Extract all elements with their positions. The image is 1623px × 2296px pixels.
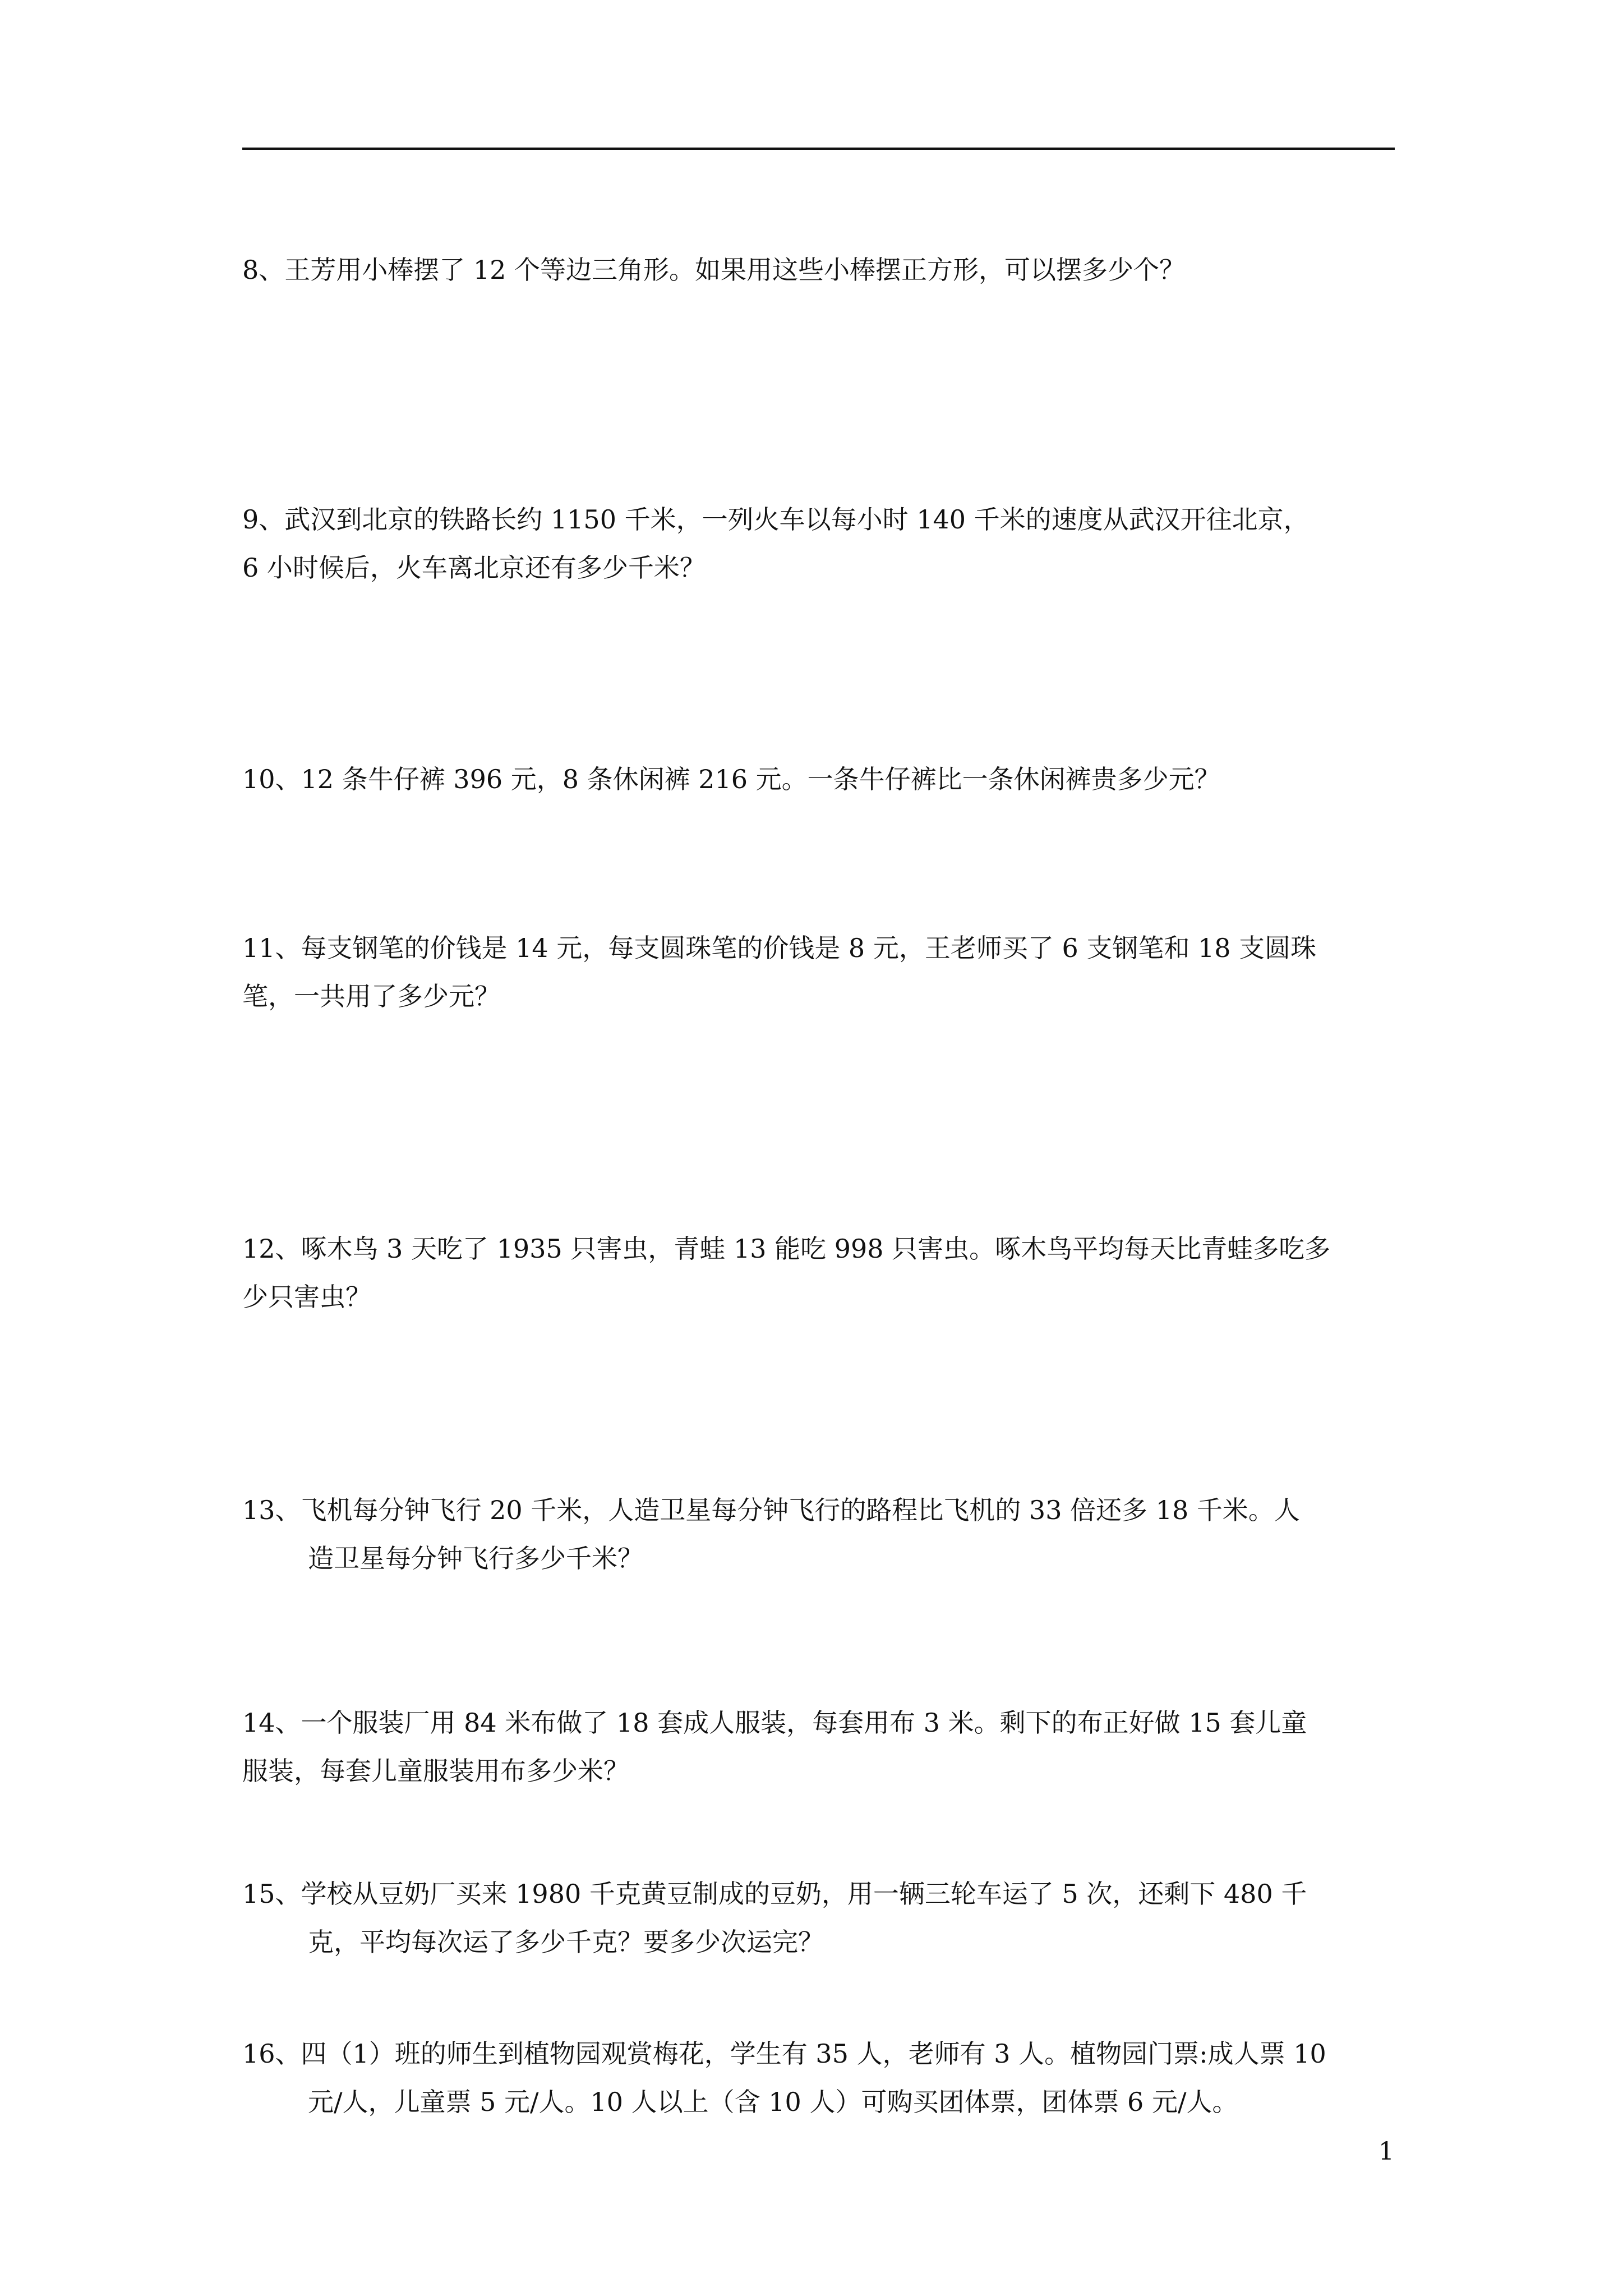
problem-11-line-1: 11、每支钢笔的价钱是 14 元，每支圆珠笔的价钱是 8 元，王老师买了 6 支钢笔和 18 支圆珠 bbox=[242, 933, 1317, 963]
problem-14-line-2: 服装，每套儿童服装用布多少米？ bbox=[242, 1756, 629, 1786]
problem-14 bbox=[242, 1699, 1406, 1795]
problem-13-line-2: 造卫星每分钟飞行多少千米？ bbox=[308, 1543, 643, 1573]
problem-9-line-1: 9、武汉到北京的铁路长约 1150 千米，一列火车以每小时 140 千米的速度从武汉开往北京， bbox=[242, 504, 1310, 535]
page-number: 1 bbox=[1378, 2137, 1394, 2166]
problem-12-line-2: 少只害虫？ bbox=[242, 1282, 371, 1312]
problem-16 bbox=[242, 2030, 1406, 2126]
problem-15-line-1: 15、学校从豆奶厂买来 1980 千克黄豆制成的豆奶，用一辆三轮车运了 5 次，还剩下 480 千 bbox=[242, 1879, 1307, 1909]
problem-12-line-1: 12、啄木鸟 3 天吃了 1935 只害虫，青蛙 13 能吃 998 只害虫。啄木鸟平均每天比青蛙多吃多 bbox=[242, 1234, 1331, 1264]
problem-10-line-1: 10、12 条牛仔裤 396 元，8 条休闲裤 216 元。一条牛仔裤比一条休闲裤贵多少元？ bbox=[242, 764, 1220, 794]
problem-13-line-1: 13、飞机每分钟飞行 20 千米，人造卫星每分钟飞行的路程比飞机的 33 倍还多 18 千米。人 bbox=[242, 1495, 1300, 1525]
problem-14-line-1: 14、一个服装厂用 84 米布做了 18 套成人服装，每套用布 3 米。剩下的布正好做 15 套儿童 bbox=[242, 1708, 1307, 1738]
problem-16-line-2: 元/人，儿童票 5 元/人。10 人以上（含 10 人）可购买团体票，团体票 6 元/人。 bbox=[308, 2087, 1238, 2117]
problem-11-line-2: 笔，一共用了多少元？ bbox=[242, 981, 500, 1011]
header-rule bbox=[242, 148, 1395, 150]
problem-16-line-1: 16、四（1）班的师生到植物园观赏梅花，学生有 35 人，老师有 3 人。植物园门票:成人票 10 bbox=[242, 2039, 1326, 2069]
problem-10 bbox=[242, 755, 1406, 803]
problem-11 bbox=[242, 924, 1406, 1020]
problem-15-line-2: 克，平均每次运了多少千克？要多少次运完？ bbox=[308, 1927, 824, 1957]
problem-9-line-2: 6 小时候后，火车离北京还有多少千米？ bbox=[242, 553, 706, 583]
problem-15 bbox=[242, 1870, 1406, 1966]
problem-8 bbox=[242, 246, 1406, 294]
problem-13 bbox=[242, 1486, 1406, 1582]
problem-12 bbox=[242, 1225, 1406, 1321]
problem-9 bbox=[242, 495, 1406, 592]
problem-8-line-1: 8、王芳用小棒摆了 12 个等边三角形。如果用这些小棒摆正方形，可以摆多少个？ bbox=[242, 255, 1186, 285]
